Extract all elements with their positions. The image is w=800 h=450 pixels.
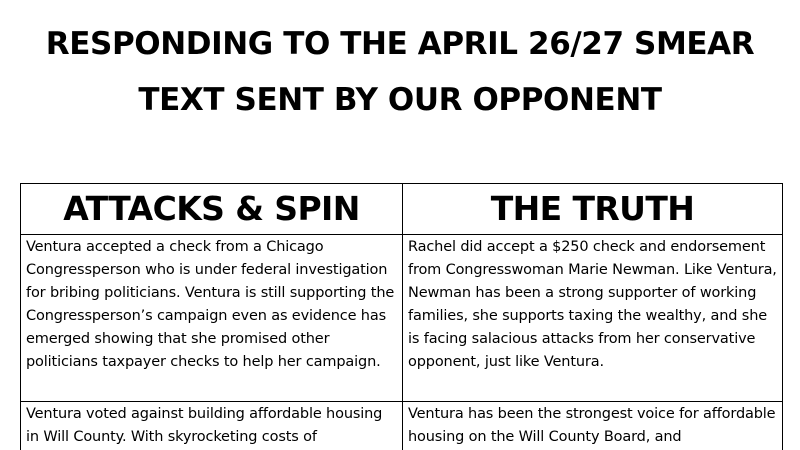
comparison-table (20, 183, 783, 450)
truth-cell (403, 402, 783, 450)
table-row (21, 235, 783, 402)
attack-text: Ventura accepted a check from a Chicago Congressperson who is under federal investigation for bribing politicians. Ventura is still supporting the Congressperson’s campaign even as evidence has emerged showing that she promised other politicians taxpayer checks to help her campaign. (26, 239, 395, 370)
attack-text: Ventura voted against building affordable housing in Will County. With skyrocketing costs of (26, 406, 383, 445)
table-header-row (21, 184, 783, 235)
truth-text: Ventura has been the strongest voice for affordable housing on the Will County Board, and (408, 406, 776, 445)
attack-cell (21, 402, 403, 450)
column-header-truth: THE TRUTH (403, 184, 783, 235)
column-header-attacks: ATTACKS & SPIN (21, 184, 403, 235)
truth-cell (403, 235, 783, 402)
attack-cell (21, 235, 403, 402)
page-title-line-1: RESPONDING TO THE APRIL 26/27 SMEAR (45, 26, 755, 62)
table-row (21, 402, 783, 450)
truth-text: Rachel did accept a $250 check and endorsement from Congresswoman Marie Newman. Like Ventura, Newman has been a strong supporter of working families, she supports taxing the wealthy, and she is facing salacious attacks from her conservative opponent, just like Ventura. (408, 239, 777, 370)
page-title-line-2: TEXT SENT BY OUR OPPONENT (138, 82, 662, 118)
